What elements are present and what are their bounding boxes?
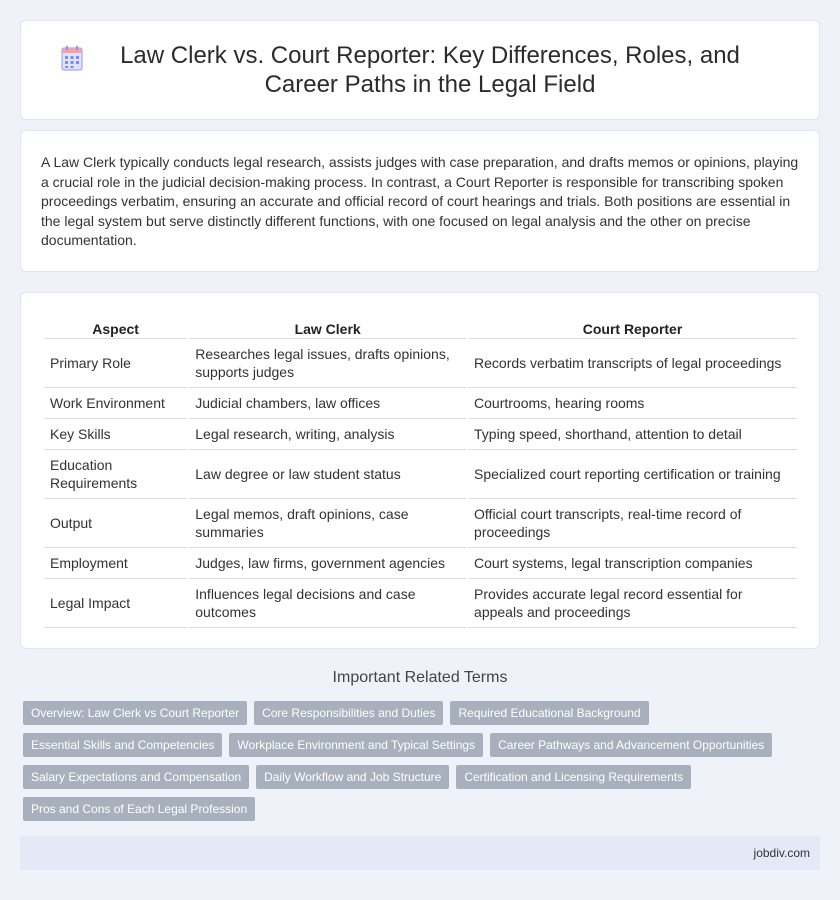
row-aspect: Primary Role: [44, 339, 187, 388]
table-row: [44, 499, 797, 548]
table-row: [44, 548, 797, 579]
row-aspect: Output: [44, 499, 187, 548]
header-court-reporter: Court Reporter: [468, 313, 797, 339]
related-term-tag[interactable]: Workplace Environment and Typical Settings: [229, 733, 483, 757]
intro-card: [20, 130, 820, 272]
related-term-tag[interactable]: Salary Expectations and Compensation: [23, 765, 249, 789]
row-law-clerk: Influences legal decisions and case outcomes: [189, 579, 466, 628]
related-term-tag[interactable]: Essential Skills and Competencies: [23, 733, 222, 757]
row-aspect: Key Skills: [44, 419, 187, 450]
table-row: [44, 388, 797, 419]
table-row: [44, 450, 797, 499]
row-court-reporter: Provides accurate legal record essential for appeals and proceedings: [468, 579, 797, 628]
related-term-tag[interactable]: Certification and Licensing Requirements: [456, 765, 691, 789]
related-term-tag[interactable]: Core Responsibilities and Duties: [254, 701, 443, 725]
page-title: Law Clerk vs. Court Reporter: Key Differences, Roles, and Career Paths in the Legal Field: [120, 42, 740, 98]
footer-site-link[interactable]: jobdiv.com: [753, 846, 810, 860]
related-term-tag[interactable]: Required Educational Background: [450, 701, 648, 725]
footer: [20, 836, 820, 870]
row-law-clerk: Judges, law firms, government agencies: [189, 548, 466, 579]
row-law-clerk: Law degree or law student status: [189, 450, 466, 499]
related-terms-list: [23, 701, 803, 821]
row-law-clerk: Legal research, writing, analysis: [189, 419, 466, 450]
table-row: [44, 339, 797, 388]
related-term-tag[interactable]: Daily Workflow and Job Structure: [256, 765, 449, 789]
row-court-reporter: Court systems, legal transcription companies: [468, 548, 797, 579]
related-terms-heading: Important Related Terms: [332, 669, 508, 686]
table-row: [44, 579, 797, 628]
row-court-reporter: Courtrooms, hearing rooms: [468, 388, 797, 419]
header-law-clerk: Law Clerk: [189, 313, 466, 339]
row-aspect: Work Environment: [44, 388, 187, 419]
related-term-tag[interactable]: Career Pathways and Advancement Opportunities: [490, 733, 772, 757]
related-term-tag[interactable]: Pros and Cons of Each Legal Profession: [23, 797, 255, 821]
comparison-table-card: [20, 292, 820, 649]
row-court-reporter: Official court transcripts, real-time record of proceedings: [468, 499, 797, 548]
row-law-clerk: Legal memos, draft opinions, case summaries: [189, 499, 466, 548]
row-aspect: Employment: [44, 548, 187, 579]
comparison-table: [42, 313, 799, 628]
table-row: [44, 419, 797, 450]
related-term-tag[interactable]: Overview: Law Clerk vs Court Reporter: [23, 701, 247, 725]
header-aspect: Aspect: [44, 313, 187, 339]
header-card: [20, 20, 820, 120]
document-calendar-icon: [61, 45, 83, 71]
row-aspect: Education Requirements: [44, 450, 187, 499]
row-law-clerk: Researches legal issues, drafts opinions, supports judges: [189, 339, 466, 388]
row-court-reporter: Records verbatim transcripts of legal proceedings: [468, 339, 797, 388]
intro-paragraph: A Law Clerk typically conducts legal research, assists judges with case preparation, and drafts memos or opinions, playing a crucial role in the judicial decision-making process. In contrast, a Court Reporter is responsible for transcribing spoken proceedings verbatim, ensuring an accurate and official record of court hearings and trials. Both positions are essential in the legal system but serve distinctly different functions, with one focused on legal analysis and the other on precise documentation.: [41, 154, 799, 248]
row-court-reporter: Specialized court reporting certification or training: [468, 450, 797, 499]
row-aspect: Legal Impact: [44, 579, 187, 628]
row-court-reporter: Typing speed, shorthand, attention to detail: [468, 419, 797, 450]
row-law-clerk: Judicial chambers, law offices: [189, 388, 466, 419]
table-header-row: [44, 313, 797, 339]
